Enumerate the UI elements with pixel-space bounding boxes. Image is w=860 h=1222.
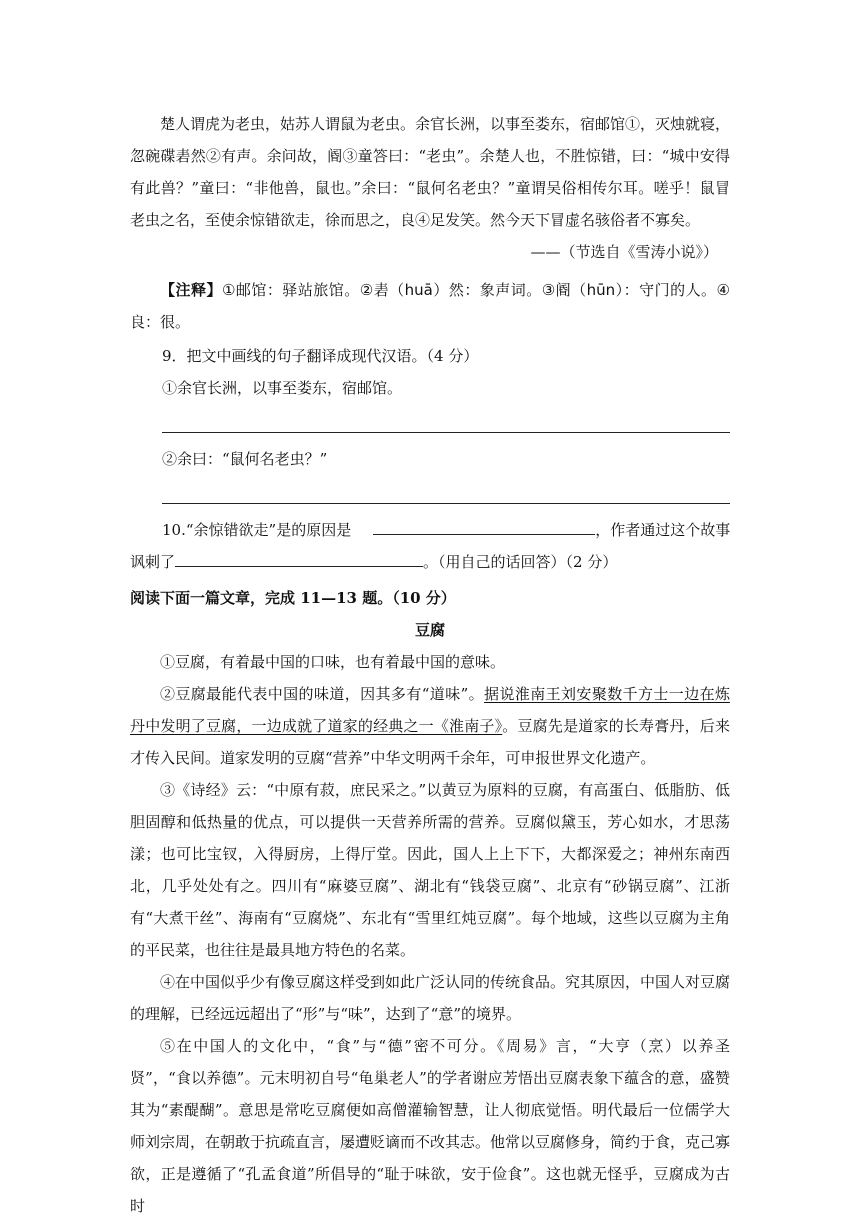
passage-source: ——（节选自《雪涛小说》） xyxy=(530,243,718,261)
essay-paragraph-2 xyxy=(130,678,730,774)
essay-paragraph-1: ①豆腐，有着最中国的口味，也有着最中国的意味。 xyxy=(160,653,506,671)
answer-line-1[interactable] xyxy=(162,404,730,433)
essay-title: 豆腐 xyxy=(414,621,445,639)
essay-paragraph-4: ④在中国似乎少有像豆腐这样受到如此广泛认同的传统食品。究其原因，中国人对豆腐的理解，已经远远超出了“形”与“味”，达到了“意”的境界。 xyxy=(130,973,731,1023)
question-10-part-4: 。（用自己的话回答）（2 分） xyxy=(423,553,618,571)
essay-paragraph-2-before: ②豆腐最能代表中国的味道，因其多有“道味”。 xyxy=(160,685,485,703)
annotation-text: ①邮馆：驿站旅馆。②砉（huā）然：象声词。③阍（hūn）：守门的人。④良：很。 xyxy=(130,281,730,331)
question-9-sentence-1: ①余官长洲，以事至娄东，宿邮馆。 xyxy=(162,379,403,397)
question-9-sentence-2: ②余曰：“鼠何名老虫？” xyxy=(162,450,328,468)
document-page xyxy=(130,108,730,1222)
annotation-note xyxy=(130,274,730,338)
question-9-stem: 9．把文中画线的句子翻译成现代汉语。（4 分） xyxy=(162,347,479,365)
reading-instruction: 阅读下面一篇文章，完成 11—13 题。（10 分） xyxy=(130,589,456,607)
answer-blank-satire[interactable] xyxy=(175,548,423,567)
question-10-line-2 xyxy=(130,546,730,578)
answer-blank-reason[interactable] xyxy=(373,516,595,535)
essay-paragraph-2-after: 。豆腐先是道家的长寿膏丹，后来才传入民间。道家发明的豆腐“营养”中华文明两千余年，可申报世界文化遗产。 xyxy=(130,717,730,767)
answer-line-2[interactable] xyxy=(162,475,730,504)
essay-paragraph-5: ⑤在中国人的文化中，“食”与“德”密不可分。《周易》言，“大亨（烹）以养圣贤”，“食以养德”。元末明初自号“龟巢老人”的学者谢应芳悟出豆腐表象下蕴含的意，盛赞其为“素醍醐”。意思是常吃豆腐便如高僧灌输智慧，让人彻底觉悟。明代最后一位儒学大师刘宗周，在朝敢于抗疏直言，屡遭贬谪而不改其志。他常以豆腐修身，简约于食，克己寡欲，正是遵循了“孔孟食道”所倡导的“耻于味欲，安于俭食”。这也就无怪乎，豆腐成为古时 xyxy=(130,1037,731,1215)
essay-paragraph-3: ③《诗经》云：“中原有菽，庶民采之。”以黄豆为原料的豆腐，有高蛋白、低脂肪、低胆固醇和低热量的优点，可以提供一天营养所需的营养。豆腐似黛玉，芳心如水，才思荡漾；也可比宝钗，入得厨房，上得厅堂。因此，国人上上下下，大都深爱之；神州东南西北，几乎处处有之。四川有“麻婆豆腐”、湖北有“钱袋豆腐”、北京有“砂锅豆腐”、江浙有“大煮干丝”、海南有“豆腐烧”、东北有“雪里红炖豆腐”。每个地域，这些以豆腐为主角的平民菜，也往往是最具地方特色的名菜。 xyxy=(130,781,730,959)
annotation-label: 【注释】 xyxy=(160,281,222,299)
question-10-part-1: 10.“余惊错欲走”是的原因是 xyxy=(162,521,352,539)
question-10-line-1 xyxy=(130,514,730,546)
question-10-part-2: ，作者通过这个故事 xyxy=(595,521,731,539)
passage-classical-text: 楚人谓虎为老虫，姑苏人谓鼠为老虫。余官长洲，以事至娄东，宿邮馆①，灭烛就寝，忽碗碟砉然②有声。余问故，阍③童答曰：“老虫”。余楚人也，不胜惊错，曰：“城中安得有此兽？”童曰：“非他兽，鼠也。”余曰：“鼠何名老虫？”童谓吴俗相传尔耳。嗟乎！鼠冒老虫之名，至使余惊错欲走，徐而思之，良④足发笑。然今天下冒虚名骇俗者不寡矣。 xyxy=(130,115,731,229)
question-10-part-3: 讽刺了 xyxy=(130,553,176,571)
underlined-sentence: 据说淮南王刘安聚数千方士一边在炼丹中发明了豆腐，一边成就了道家的经典之一《淮南子》 xyxy=(130,685,730,735)
